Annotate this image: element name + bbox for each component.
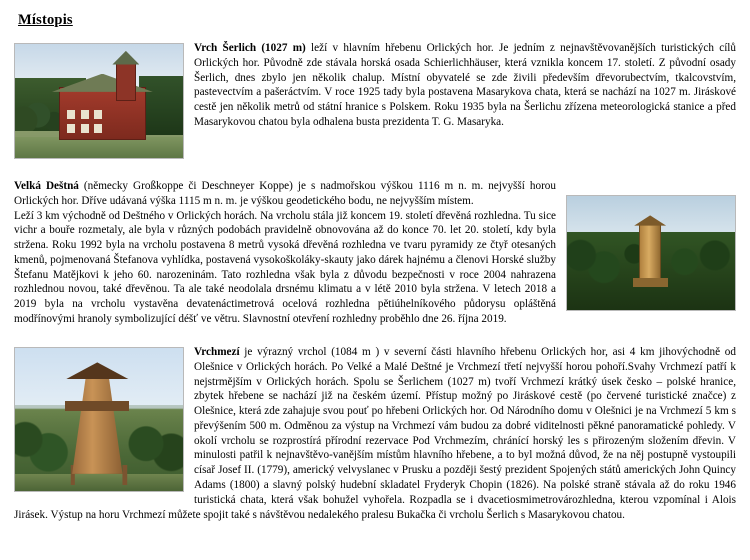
- text-vrchmezi: je výrazný vrchol (1084 m ) v severní části hlavního hřebenu Orlických hor, asi 4 km jihovýchodně od Olešnice v Orlických horách. Po Velké a Malé Deštné je Vrchmezí třetí nejvyšší horou pohoří.Svahy Vrchmezí patří k nejstrmějším v Orlických horách. Spolu se Šerlichem (1027 m) tvoří Vrchmezí krátký úsek česko – polské hranice, zbytek hřebene se nachází již na českém území. Přístup možný po Jiráskové cestě (po červené turistické značce) z Olešnice, která zde zahajuje svou pouť po hřebeni Orlických hor. Od Národního domu v Olešnici je na Vrchmezí 5 km s převýšením 500 m. Odměnou za výstup na Vrchmezí vám budou za dobré viditelnosti pěkné panoramatické pohledy. V okolí vrcholu se rozprostírá přírodní rezervace Pod Vrchmezím, chránící horský les s přirozeným složením dřevin. V minulosti patřil k nejnavštěvo-vanějším místům hlavního hřebene, a to byl možná důvod, že na něj postupně vystoupili císař Josef II. (1779), americký velvyslanec v Prusku a později šestý prezident Spojených států amerických John Quincy Adams (1800) a slavný polský hudební skladatel Fryderyk Chopin (1826). Na polské straně stávala až do roku 1946 turistická chata, která však bohužel vyhořela. Rozpadla se i dvacetiosmimetrovározhledna, kterou vzpomínal i Alois Jirásek. Výstup na horu Vrchmezí můžete spojit také s návštěvou nedalekého pralesu Bukačka či vrcholu Šerlich s Masarykovou chatou.: [14, 346, 736, 521]
- page-title: Místopis: [18, 12, 73, 28]
- lead-velka-destna: Velká Deštná: [14, 180, 79, 192]
- lead-serlich: Vrch Šerlich (1027 m): [194, 42, 306, 54]
- photo-masaryk-chalet-serlich: [14, 43, 184, 159]
- section-serlich: [14, 41, 736, 163]
- text-velka-destna: (německy Großkoppe či Deschneyer Koppe) je s nadmořskou výškou 1116 m n. m. nejvyšší horou Orlických hor. Dříve udávaná výška 1115 m n. m. je výškou geodetického bodu, ne nejvyšším místem.: [14, 180, 556, 207]
- text-serlich: leží v hlavním hřebenu Orlických hor. Je jedním z nejnavštěvovanějších turistických cílů Orlických hor. Původně zde stávala horská osada Schierlichhäuser, která vznikla koncem 17. století. Z původní osady Šerlich, dnes zbylo jen několik chalup. Místní obyvatelé se zde živili především dřevorubectvím, tkalcovstvím, pastevectvím a pašeráctvím. V roce 1925 tady byla postavena Masarykova chata, která se nachází na 1027 m. Jiráskové cestě jen několik metrů od státní hranice s Polskem. Roku 1935 byla na Šerlichu zřízena meteorologická stanice a před Masarykovou chatou byla odhalena busta prezidenta T. G. Masaryka.: [194, 42, 736, 128]
- paragraph-velka-destna-detail: Leží 3 km východně od Deštného v Orlických horách. Na vrcholu stála již koncem 19. století dřevěná rozhledna. Tu sice vichr a bouře rozmetaly, ale byla v různých podobách pravidelně obnovována až do konce 70. let 20. století, kdy byla stržena. Roku 1992 byla na vrcholu postavena 8 metrů vysoká dřevěná rozhledna ve tvaru pyramidy ze čtyř otesaných kmenů, pojmenovaná Štefanova vyhlídka, postavená vysokoškoláky-skauty jako dárek hajnému a členovi Horské služby Štefanu Matějkovi k jeho 60. narozeninám. Tato rozhledna však byla z důvodu bezpečnosti v roce 2004 nahrazena rozhlednou novou, také dřevěnou. Ta ale také neodolala drsnému klimatu a v létě 2010 byla stržena. V letech 2018 a 2019 byla na vrcholu vystavěna devatenáctimetrová ocelová rozhledna pětiúhelníkového půdorysu opláštěná modřínovými hranoly symbolizující déšť ve větru. Slavnostní otevření rozhledny proběhlo dne 26. října 2019.: [14, 209, 556, 326]
- lead-vrchmezi: Vrchmezí: [194, 346, 240, 358]
- section-vrchmezi: [14, 345, 736, 525]
- photo-vrchmezi-tower: [14, 347, 184, 492]
- photo-velka-destna-tower: [566, 195, 736, 311]
- section-velka-destna: [14, 179, 736, 329]
- paragraph-serlich: [194, 41, 736, 130]
